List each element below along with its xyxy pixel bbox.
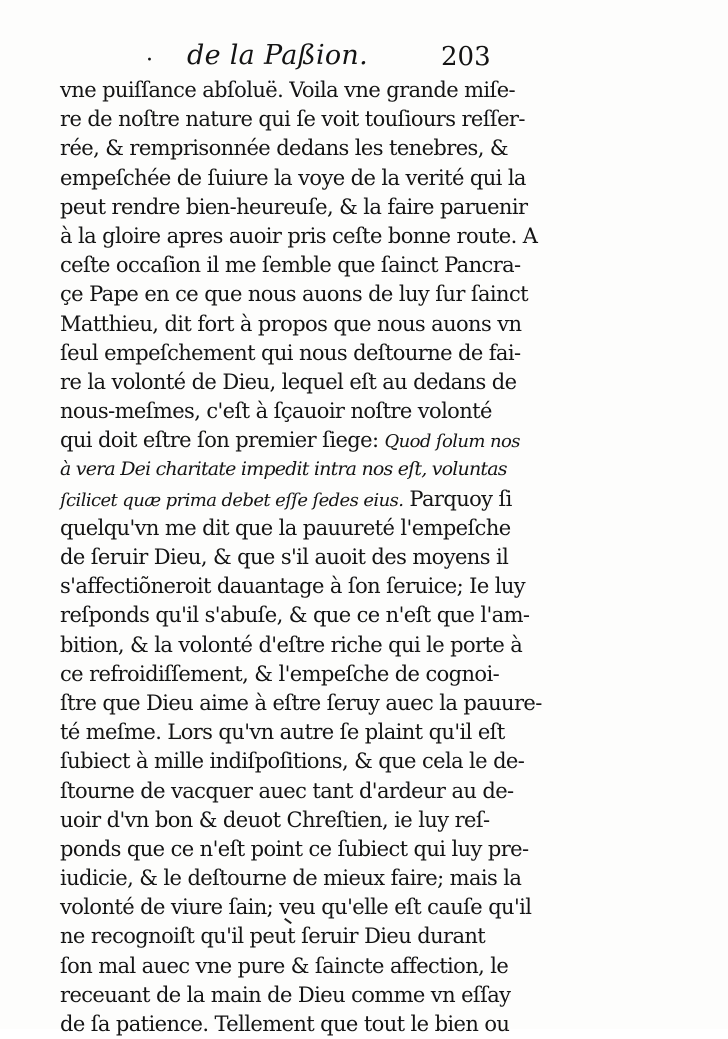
- text-line: reſponds qu'il s'abuſe, & que ce n'eſt que l'am-: [60, 603, 530, 628]
- text-line: ſon mal auec vne pure & ſaincte affection, le: [60, 953, 509, 978]
- body-text: [60, 76, 542, 1039]
- text-line: de ſa patience. Tellement que tout le bien ou: [60, 1012, 510, 1036]
- text-line: quelqu'vn me dit que la pauureté l'empeſche: [60, 515, 511, 540]
- text-line: volonté de viure ſain; veu qu'elle eſt cauſe qu'il: [60, 895, 532, 920]
- text-line: ceſte occaſion il me ſemble que ſainct Pancra-: [60, 253, 521, 278]
- text-line: ſubiect à mille indiſpoſitions, & que cela le de-: [60, 749, 525, 774]
- text-line: uoir d'vn bon & deuot Chreſtien, ie luy reſ-: [60, 807, 490, 832]
- text-line: bition, & la volonté d'eſtre riche qui le porte à: [60, 632, 523, 657]
- text-line: nous-meſmes, c'eſt à ſçauoir noſtre volonté: [60, 399, 492, 424]
- text-line: à la gloire apres auoir pris ceſte bonne route. A: [60, 223, 538, 248]
- text-line: de ſeruir Dieu, & que s'il auoit des moyens il: [60, 545, 509, 569]
- text-line: çe Pape en ce que nous auons de luy ſur ſainct: [60, 282, 528, 307]
- text-line: empeſchée de ſuiure la voye de la verité qui la: [60, 165, 526, 190]
- text-line: Matthieu, dit fort à propos que nous auons vn: [60, 311, 522, 336]
- text-line: s'affectiõneroit dauantage à ſon ſeruice; Ie luy: [60, 574, 526, 599]
- text-line: ſcilicet quæ prima debet eſſe ſedes eius. Parquoy ſi: [60, 486, 512, 511]
- text-line: re de noſtre nature qui ſe voit touſiours reſſer-: [60, 107, 525, 132]
- text-line: ne recognoiſt qu'il peut ſeruir Dieu durant: [60, 924, 486, 949]
- latin-quote-line: à vera Dei charitate impedit intra nos eſt, voluntas: [60, 458, 507, 481]
- text-line: ſtre que Dieu aime à eſtre ſeruy auec la pauure-: [60, 690, 542, 715]
- page-number: 203: [441, 42, 491, 72]
- text-line: peut rendre bien-heureuſe, & la faire paruenir: [60, 194, 528, 219]
- text-line: vne puiſſance abſoluë. Voila vne grande miſe-: [60, 78, 516, 102]
- text-line: receuant de la main de Dieu comme vn eſſay: [60, 982, 511, 1007]
- text-line: re la volonté de Dieu, lequel eſt au dedans de: [60, 369, 517, 394]
- text-line: ſeul empeſchement qui nous deſtourne de fai-: [60, 340, 521, 365]
- text-line: qui doit eſtre ſon premier ſiege: Quod ſolum nos: [60, 428, 520, 453]
- text-line: ponds que ce n'eſt point ce ſubiect qui luy pre-: [60, 836, 529, 861]
- text-line: rée, & remprisonnée dedans les tenebres, &: [60, 136, 508, 161]
- text-line: té meſme. Lors qu'vn autre ſe plaint qu'il eſt: [60, 720, 505, 745]
- running-title: de la Paßion.: [187, 40, 369, 71]
- text-line: iudicie, & le deſtourne de mieux faire; mais la: [60, 866, 522, 891]
- header-dot: ·: [146, 48, 153, 73]
- text-line: ſtourne de vacquer auec tant d'ardeur au de-: [60, 778, 514, 803]
- text-line: ce refroidiſſement, & l'empeſche de cognoi-: [60, 661, 500, 686]
